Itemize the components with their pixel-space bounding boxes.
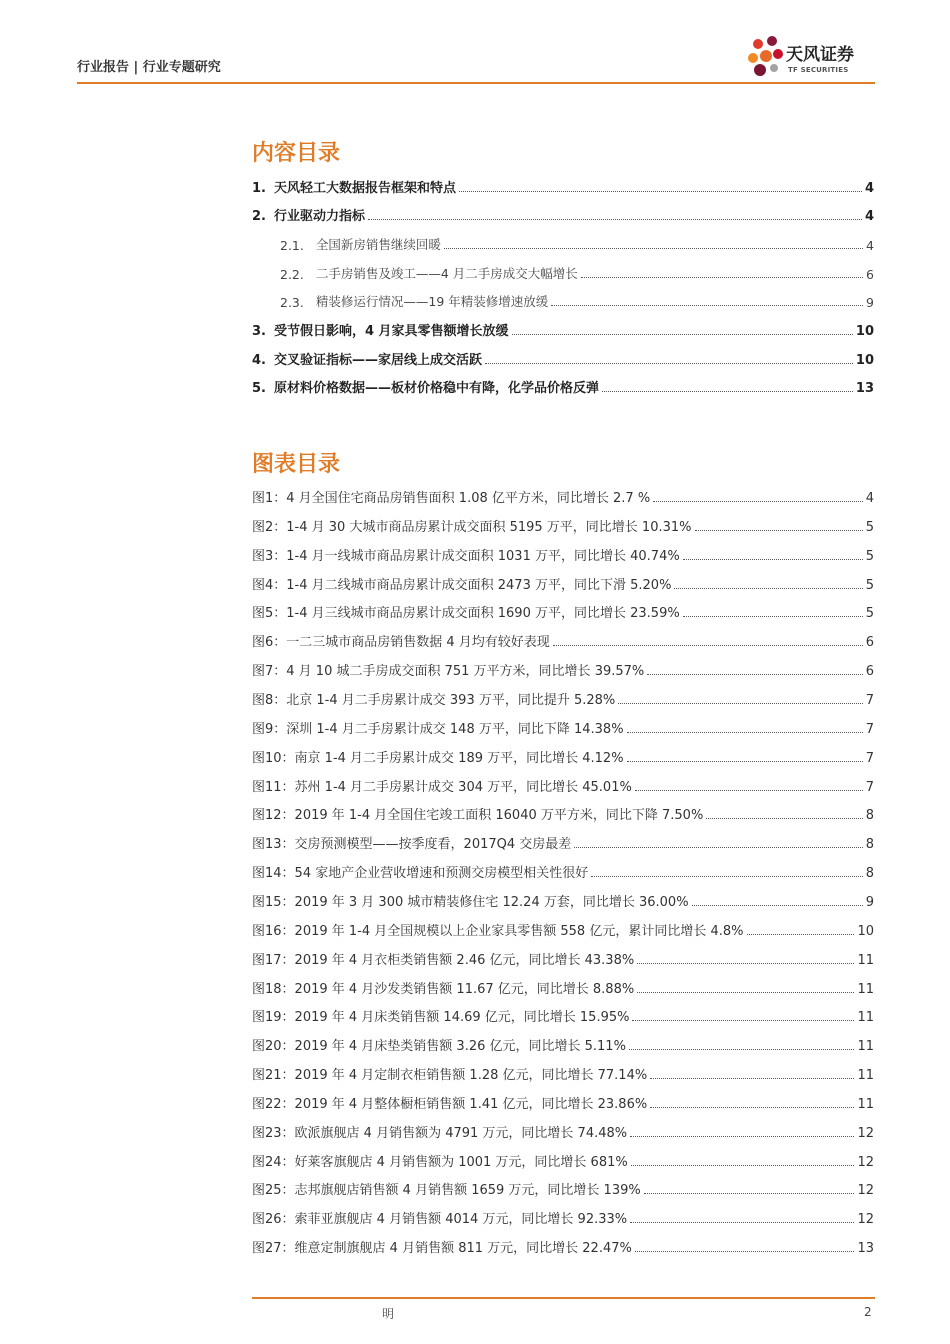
figure-entry-title: 图22：2019 年 4 月整体橱柜销售额 1.41 亿元，同比增长 23.86% bbox=[252, 1096, 648, 1112]
company-logo bbox=[748, 32, 878, 82]
toc-entry[interactable] bbox=[252, 350, 874, 368]
figure-entry-title: 图13：交房预测模型——按季度看，2017Q4 交房最差 bbox=[252, 837, 572, 853]
figure-entry-page: 6 bbox=[865, 635, 874, 651]
figure-entry-page: 7 bbox=[865, 750, 874, 766]
figure-entry-page: 11 bbox=[857, 981, 874, 997]
figure-entry[interactable] bbox=[252, 1065, 874, 1083]
toc-entry-title: 全国新房销售继续回暖 bbox=[315, 237, 441, 252]
figure-entry[interactable] bbox=[252, 950, 874, 968]
toc-entry[interactable] bbox=[280, 292, 874, 310]
figure-entry[interactable] bbox=[252, 748, 874, 766]
dot-leader bbox=[637, 963, 854, 964]
figure-entry-page: 8 bbox=[865, 866, 874, 881]
flower-logo-icon bbox=[748, 32, 784, 80]
toc-entry[interactable] bbox=[252, 378, 874, 396]
figure-entry-title: 图3：1-4 月一线城市商品房累计成交面积 1031 万平，同比增长 40.74% bbox=[252, 548, 680, 564]
toc-entry-title: 二手房销售及竣工——4 月二手房成交大幅增长 bbox=[315, 266, 578, 281]
page-number: 2 bbox=[864, 1305, 872, 1319]
figure-entry-page: 4 bbox=[865, 491, 874, 506]
figure-entry-title: 图24：好莱客旗舰店 4 月销售额为 1001 万元，同比增长 681% bbox=[252, 1154, 628, 1170]
figure-entry-title: 图5：1-4 月三线城市商品房累计成交面积 1690 万平，同比增长 23.59% bbox=[252, 606, 680, 622]
dot-leader bbox=[635, 1251, 855, 1252]
toc-entry-page: 6 bbox=[866, 267, 874, 282]
dot-leader bbox=[627, 732, 863, 733]
footer-divider bbox=[252, 1297, 875, 1299]
toc-entry-title: 天风轻工大数据报告框架和特点 bbox=[273, 181, 456, 196]
toc-entry-page: 13 bbox=[855, 381, 874, 396]
figure-entry-page: 5 bbox=[865, 548, 874, 564]
toc-entry-number: 2. bbox=[252, 209, 266, 224]
figure-entry-title: 图27：维意定制旗舰店 4 月销售额 811 万元，同比增长 22.47% bbox=[252, 1241, 632, 1257]
dot-leader bbox=[368, 219, 862, 220]
figure-entry[interactable] bbox=[252, 805, 874, 823]
figure-entry[interactable] bbox=[252, 834, 874, 852]
dot-leader bbox=[650, 1107, 854, 1108]
figure-entry[interactable] bbox=[252, 488, 874, 506]
toc-entry[interactable] bbox=[252, 206, 874, 224]
figure-entry[interactable] bbox=[252, 1094, 874, 1112]
figure-entry[interactable] bbox=[252, 1152, 874, 1170]
toc-entry-number: 3. bbox=[252, 324, 266, 339]
figure-entry[interactable] bbox=[252, 979, 874, 997]
figure-entry-title: 图17：2019 年 4 月衣柜类销售额 2.46 亿元，同比增长 43.38% bbox=[252, 952, 635, 968]
figure-entry-title: 图26：索菲亚旗舰店 4 月销售额 4014 万元，同比增长 92.33% bbox=[252, 1212, 628, 1228]
figure-entry[interactable] bbox=[252, 1180, 874, 1198]
dot-leader bbox=[650, 1078, 854, 1079]
toc-entry-number: 2.2. bbox=[280, 267, 304, 282]
figure-entry-page: 12 bbox=[857, 1154, 874, 1170]
toc-entry-number: 4. bbox=[252, 353, 266, 368]
dot-leader bbox=[653, 501, 863, 502]
figure-entry-title: 图10：南京 1-4 月二手房累计成交 189 万平，同比增长 4.12% bbox=[252, 750, 624, 766]
toc-entry-title: 行业驱动力指标 bbox=[273, 209, 365, 224]
dot-leader bbox=[602, 391, 853, 392]
figure-entry[interactable] bbox=[252, 661, 874, 679]
figure-entry[interactable] bbox=[252, 892, 874, 910]
dot-leader bbox=[630, 1136, 854, 1137]
figure-entry-title: 图21：2019 年 4 月定制衣柜销售额 1.28 亿元，同比增长 77.14% bbox=[252, 1068, 648, 1083]
logo-name-en: TF SECURITIES bbox=[788, 66, 849, 74]
toc-entry-page: 4 bbox=[864, 181, 874, 196]
figure-entry-title: 图12：2019 年 1-4 月全国住宅竣工面积 16040 万平方米，同比下降 7.50% bbox=[252, 808, 704, 824]
figure-entry-title: 图15：2019 年 3 月 300 城市精装修住宅 12.24 万套，同比增长 36.00% bbox=[252, 894, 689, 910]
figure-entry-page: 5 bbox=[865, 519, 874, 535]
figure-entry-title: 图23：欧派旗舰店 4 月销售额为 4791 万元，同比增长 74.48% bbox=[252, 1125, 628, 1141]
figure-entry-title: 图7：4 月 10 城二手房成交面积 751 万平方米，同比增长 39.57% bbox=[252, 664, 645, 680]
dot-leader bbox=[485, 363, 853, 364]
dot-leader bbox=[706, 818, 862, 819]
dot-leader bbox=[635, 790, 863, 791]
figure-entry-page: 5 bbox=[865, 577, 874, 593]
toc-entry-title: 受节假日影响，4 月家具零售额增长放缓 bbox=[273, 324, 509, 339]
dot-leader bbox=[695, 530, 863, 531]
toc-entry-title: 精装修运行情况——19 年精装修增速放缓 bbox=[315, 294, 549, 309]
toc-entry-title: 交叉验证指标——家居线上成交活跃 bbox=[273, 353, 482, 368]
figure-entry-title: 图4：1-4 月二线城市商品房累计成交面积 2473 万平，同比下滑 5.20% bbox=[252, 577, 672, 593]
figure-entry-page: 11 bbox=[857, 1096, 874, 1112]
header-divider bbox=[77, 82, 875, 84]
dot-leader bbox=[674, 588, 862, 589]
figure-entry-page: 11 bbox=[857, 952, 874, 968]
figure-entry-page: 8 bbox=[865, 808, 874, 824]
figure-entry[interactable] bbox=[252, 921, 874, 939]
dot-leader bbox=[637, 992, 854, 993]
dot-leader bbox=[632, 1020, 854, 1021]
toc-entry-page: 9 bbox=[866, 295, 874, 310]
figure-entry-page: 12 bbox=[857, 1212, 874, 1228]
figure-entry[interactable] bbox=[252, 1036, 874, 1054]
figure-entry-title: 图18：2019 年 4 月沙发类销售额 11.67 亿元，同比增长 8.88% bbox=[252, 981, 635, 997]
figure-entry-page: 10 bbox=[857, 923, 874, 939]
figure-entry-title: 图14：54 家地产企业营收增速和预测交房模型相关性很好 bbox=[252, 866, 589, 881]
dot-leader bbox=[631, 1165, 855, 1166]
figure-entry-title: 图19：2019 年 4 月床类销售额 14.69 亿元，同比增长 15.95% bbox=[252, 1010, 630, 1026]
dot-leader bbox=[551, 305, 863, 306]
toc-entry-page: 10 bbox=[855, 353, 874, 368]
figure-entry[interactable] bbox=[252, 777, 874, 795]
figure-entry-page: 7 bbox=[865, 779, 874, 795]
dot-leader bbox=[629, 1049, 855, 1050]
dot-leader bbox=[644, 1193, 855, 1194]
figure-entry[interactable] bbox=[252, 719, 874, 737]
figure-entry-page: 11 bbox=[857, 1039, 874, 1055]
figure-entry[interactable] bbox=[252, 1123, 874, 1141]
figure-entry[interactable] bbox=[252, 690, 874, 708]
figure-entry[interactable] bbox=[252, 632, 874, 650]
figure-entry-title: 图16：2019 年 1-4 月全国规模以上企业家具零售额 558 亿元，累计同比增长 4.8% bbox=[252, 923, 744, 939]
figures-title: 图表目录 bbox=[252, 452, 341, 477]
toc-entry-number: 1. bbox=[252, 181, 266, 196]
figure-entry-page: 6 bbox=[865, 664, 874, 680]
figure-entry-page: 7 bbox=[865, 721, 874, 737]
toc-entry-page: 4 bbox=[864, 209, 874, 224]
toc-entry-page: 10 bbox=[855, 324, 874, 339]
figure-entry-page: 12 bbox=[857, 1183, 874, 1199]
dot-leader bbox=[459, 191, 862, 192]
figure-entry[interactable] bbox=[252, 575, 874, 593]
report-header: 行业报告 | 行业专题研究 bbox=[77, 60, 221, 75]
toc-entry-number: 5. bbox=[252, 381, 266, 396]
figure-entry-page: 7 bbox=[865, 693, 874, 708]
footer-text: 明 bbox=[382, 1307, 395, 1321]
toc-entry[interactable] bbox=[280, 235, 874, 253]
figure-entry-page: 12 bbox=[857, 1125, 874, 1141]
toc-entry[interactable] bbox=[252, 321, 874, 339]
figure-entry-title: 图20：2019 年 4 月床垫类销售额 3.26 亿元，同比增长 5.11% bbox=[252, 1039, 626, 1055]
figure-entry-page: 11 bbox=[857, 1010, 874, 1026]
dot-leader bbox=[618, 703, 862, 704]
logo-name-cn: 天风证券 bbox=[786, 45, 854, 65]
figure-entry-title: 图2：1-4 月 30 大城市商品房累计成交面积 5195 万平，同比增长 10.31% bbox=[252, 519, 692, 535]
figure-entry-title: 图9：深圳 1-4 月二手房累计成交 148 万平，同比下降 14.38% bbox=[252, 721, 624, 737]
toc-entry[interactable] bbox=[280, 264, 874, 282]
dot-leader bbox=[553, 645, 863, 646]
figure-entry[interactable] bbox=[252, 1007, 874, 1025]
dot-leader bbox=[630, 1222, 854, 1223]
figure-entry-title: 图11：苏州 1-4 月二手房累计成交 304 万平，同比增长 45.01% bbox=[252, 779, 632, 795]
figure-entry-page: 8 bbox=[865, 837, 874, 853]
figure-entry-page: 9 bbox=[865, 894, 874, 910]
dot-leader bbox=[581, 277, 863, 278]
figure-entry-page: 5 bbox=[865, 606, 874, 622]
toc-entry-page: 4 bbox=[866, 238, 874, 253]
dot-leader bbox=[627, 761, 863, 762]
figure-entry-page: 11 bbox=[857, 1068, 874, 1083]
dot-leader bbox=[683, 559, 863, 560]
figure-entry[interactable] bbox=[252, 1238, 874, 1256]
figure-entry[interactable] bbox=[252, 1209, 874, 1227]
dot-leader bbox=[647, 674, 862, 675]
toc-entry-number: 2.1. bbox=[280, 238, 304, 253]
dot-leader bbox=[574, 847, 862, 848]
dot-leader bbox=[747, 934, 855, 935]
dot-leader bbox=[692, 905, 863, 906]
dot-leader bbox=[591, 876, 863, 877]
figure-entry[interactable] bbox=[252, 863, 874, 881]
dot-leader bbox=[683, 616, 863, 617]
figure-entry-title: 图6：一二三城市商品房销售数据 4 月均有较好表现 bbox=[252, 635, 550, 651]
toc-entry[interactable] bbox=[252, 178, 874, 196]
figure-entry[interactable] bbox=[252, 546, 874, 564]
figure-entry-page: 13 bbox=[857, 1241, 874, 1257]
dot-leader bbox=[444, 248, 863, 249]
dot-leader bbox=[512, 334, 853, 335]
figure-entry-title: 图1：4 月全国住宅商品房销售面积 1.08 亿平方米，同比增长 2.7 % bbox=[252, 491, 651, 506]
toc-title: 内容目录 bbox=[252, 141, 341, 166]
figure-entry[interactable] bbox=[252, 517, 874, 535]
figure-entry-title: 图8：北京 1-4 月二手房累计成交 393 万平，同比提升 5.28% bbox=[252, 693, 616, 708]
toc-entry-title: 原材料价格数据——板材价格稳中有降，化学品价格反弹 bbox=[273, 381, 599, 396]
figure-entry[interactable] bbox=[252, 603, 874, 621]
figure-entry-title: 图25：志邦旗舰店销售额 4 月销售额 1659 万元，同比增长 139% bbox=[252, 1183, 641, 1199]
toc-entry-number: 2.3. bbox=[280, 295, 304, 310]
